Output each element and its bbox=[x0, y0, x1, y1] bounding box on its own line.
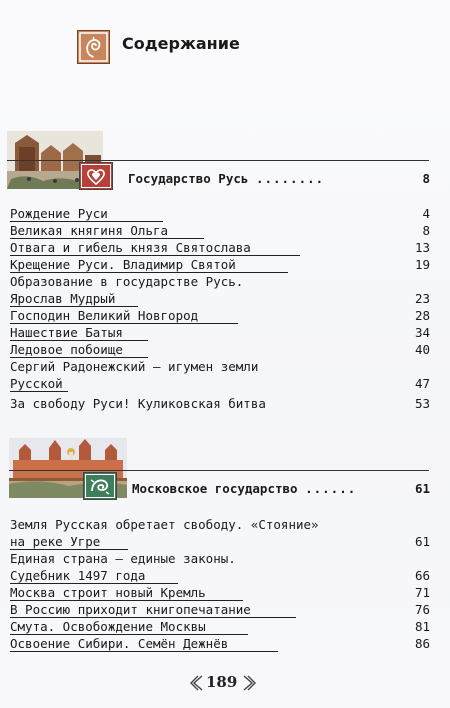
toc-entry[interactable] bbox=[10, 324, 430, 341]
section-page-number: 8 bbox=[422, 171, 430, 186]
section-divider bbox=[7, 160, 429, 161]
entry-title: Образование в государстве Русь. bbox=[10, 274, 244, 289]
entry-page: 19 bbox=[414, 257, 430, 272]
page-title: Содержание bbox=[122, 34, 240, 53]
entry-title: Ледовое побоище bbox=[10, 342, 123, 357]
entry-page: 76 bbox=[414, 602, 430, 617]
entry-title: Рождение Руси bbox=[10, 206, 108, 221]
toc-entry[interactable] bbox=[10, 222, 430, 239]
entry-title: Земля Русская обретает свободу. «Стояние» bbox=[10, 517, 319, 532]
entry-page: 81 bbox=[414, 619, 430, 634]
entry-title: Освоение Сибири. Семён Дежнёв bbox=[10, 636, 229, 651]
entry-title: Великая княгиня Ольга bbox=[10, 223, 169, 238]
entry-page: 71 bbox=[414, 585, 430, 600]
toc-entry[interactable] bbox=[10, 550, 430, 567]
page-number: 189 bbox=[206, 673, 238, 691]
section-title: Государство Русь ........ bbox=[128, 171, 325, 186]
page-number-footer bbox=[190, 674, 260, 694]
section-page-number: 61 bbox=[414, 481, 430, 496]
toc-entry[interactable] bbox=[10, 516, 430, 550]
toc-entry[interactable] bbox=[10, 395, 430, 412]
entry-underline bbox=[10, 651, 278, 652]
toc-entry[interactable] bbox=[10, 358, 430, 392]
entry-page: 23 bbox=[414, 291, 430, 306]
entry-title: В Россию приходит книгопечатание bbox=[10, 602, 251, 617]
entry-title: Ярослав Мудрый bbox=[10, 291, 116, 306]
entry-page: 8 bbox=[422, 223, 430, 238]
entry-page: 40 bbox=[414, 342, 430, 357]
toc-entry[interactable] bbox=[10, 584, 430, 601]
entry-page: 86 bbox=[414, 636, 430, 651]
entry-page: 66 bbox=[414, 568, 430, 583]
toc-entry[interactable] bbox=[10, 341, 430, 358]
entry-underline bbox=[10, 391, 68, 392]
entry-page: 13 bbox=[414, 240, 430, 255]
toc-entry[interactable] bbox=[10, 307, 430, 324]
toc-entry[interactable] bbox=[10, 290, 430, 307]
entry-page: 28 bbox=[414, 308, 430, 323]
toc-entry[interactable] bbox=[10, 567, 430, 584]
toc-entry[interactable] bbox=[10, 601, 430, 618]
entry-page: 47 bbox=[414, 376, 430, 391]
entry-title-continued: на реке Угре bbox=[10, 534, 101, 549]
section-title: Московское государство ...... bbox=[132, 481, 357, 496]
entry-title: За свободу Руси! Куликовская битва bbox=[10, 396, 266, 411]
toc-entry[interactable] bbox=[10, 256, 430, 273]
entry-page: 53 bbox=[414, 396, 430, 411]
entry-page: 4 bbox=[422, 206, 430, 221]
entry-title: Нашествие Батыя bbox=[10, 325, 123, 340]
entry-title-continued: Русской bbox=[10, 376, 63, 391]
knot-ornament-icon bbox=[83, 472, 117, 500]
entry-title: Смута. Освобождение Москвы bbox=[10, 619, 206, 634]
section-divider bbox=[9, 470, 429, 471]
entry-title: Сергий Радонежский — игумен земли bbox=[10, 359, 259, 374]
entry-page: 61 bbox=[414, 534, 430, 549]
entry-title: Судебник 1497 года bbox=[10, 568, 146, 583]
toc-entry[interactable] bbox=[10, 618, 430, 635]
toc-entry[interactable] bbox=[10, 273, 430, 290]
heart-ornament-icon bbox=[79, 162, 113, 190]
entry-title: Единая страна — единые законы. bbox=[10, 551, 236, 566]
entry-title: Москва строит новый Кремль bbox=[10, 585, 206, 600]
entry-page: 34 bbox=[414, 325, 430, 340]
entry-title: Крещение Руси. Владимир Святой bbox=[10, 257, 236, 272]
toc-entry[interactable] bbox=[10, 635, 430, 652]
ornament-icon bbox=[77, 30, 110, 64]
toc-entry[interactable] bbox=[10, 205, 430, 222]
left-ornament-icon bbox=[190, 674, 204, 692]
entry-title: Господин Великий Новгород bbox=[10, 308, 199, 323]
right-ornament-icon bbox=[242, 674, 256, 692]
toc-entry[interactable] bbox=[10, 239, 430, 256]
entry-title: Отвага и гибель князя Святослава bbox=[10, 240, 251, 255]
